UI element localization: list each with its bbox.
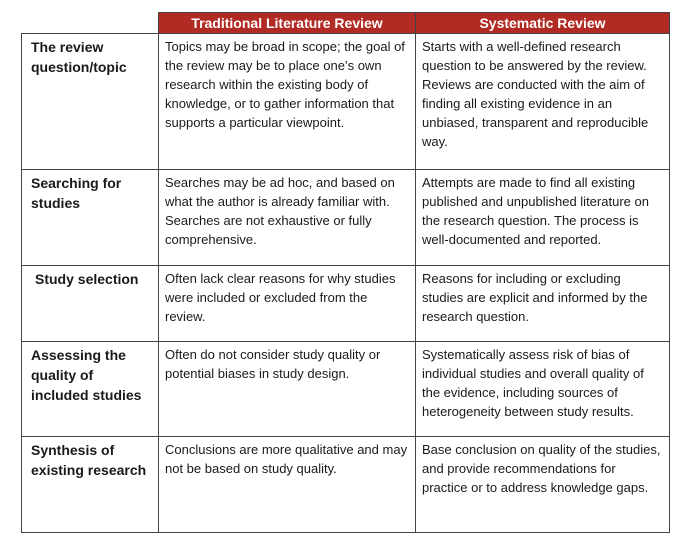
comparison-table xyxy=(21,12,670,533)
traditional-cell: Conclusions are more qualitative and may not be based on study quality. xyxy=(159,437,416,533)
table-row xyxy=(22,266,670,342)
systematic-cell: Attempts are made to find all existing published and unpublished literature on the research question. The process is well-documented and reported. xyxy=(416,170,670,266)
systematic-cell: Starts with a well-defined research question to be answered by the review. Reviews are conducted with the aim of finding all existing evidence in an unbiased, transparent and reproducible way. xyxy=(416,34,670,170)
table-row xyxy=(22,342,670,437)
row-topic-cell: Assessing the quality of included studies xyxy=(22,342,159,437)
row-topic-cell: Synthesis of existing research xyxy=(22,437,159,533)
traditional-cell: Often lack clear reasons for why studies were included or excluded from the review. xyxy=(159,266,416,342)
header-row xyxy=(22,13,670,34)
row-topic-cell: Study selection xyxy=(22,266,159,342)
traditional-cell: Often do not consider study quality or potential biases in study design. xyxy=(159,342,416,437)
table-row xyxy=(22,34,670,170)
header-corner-cell xyxy=(22,13,159,34)
table-row xyxy=(22,170,670,266)
traditional-cell: Topics may be broad in scope; the goal of the review may be to place one’s own research within the existing body of knowledge, or to gather information that supports a particular viewpoint. xyxy=(159,34,416,170)
header-traditional-review: Traditional Literature Review xyxy=(159,13,416,34)
systematic-cell: Reasons for including or excluding studies are explicit and informed by the research question. xyxy=(416,266,670,342)
systematic-cell: Systematically assess risk of bias of individual studies and overall quality of the evidence, including sources of heterogeneity between study results. xyxy=(416,342,670,437)
systematic-cell: Base conclusion on quality of the studies, and provide recommendations for practice or to address knowledge gaps. xyxy=(416,437,670,533)
header-systematic-review: Systematic Review xyxy=(416,13,670,34)
table-row xyxy=(22,437,670,533)
row-topic-cell: Searching for studies xyxy=(22,170,159,266)
row-topic-cell: The review question/topic xyxy=(22,34,159,170)
traditional-cell: Searches may be ad hoc, and based on what the author is already familiar with. Searches are not exhaustive or fully comprehensive. xyxy=(159,170,416,266)
